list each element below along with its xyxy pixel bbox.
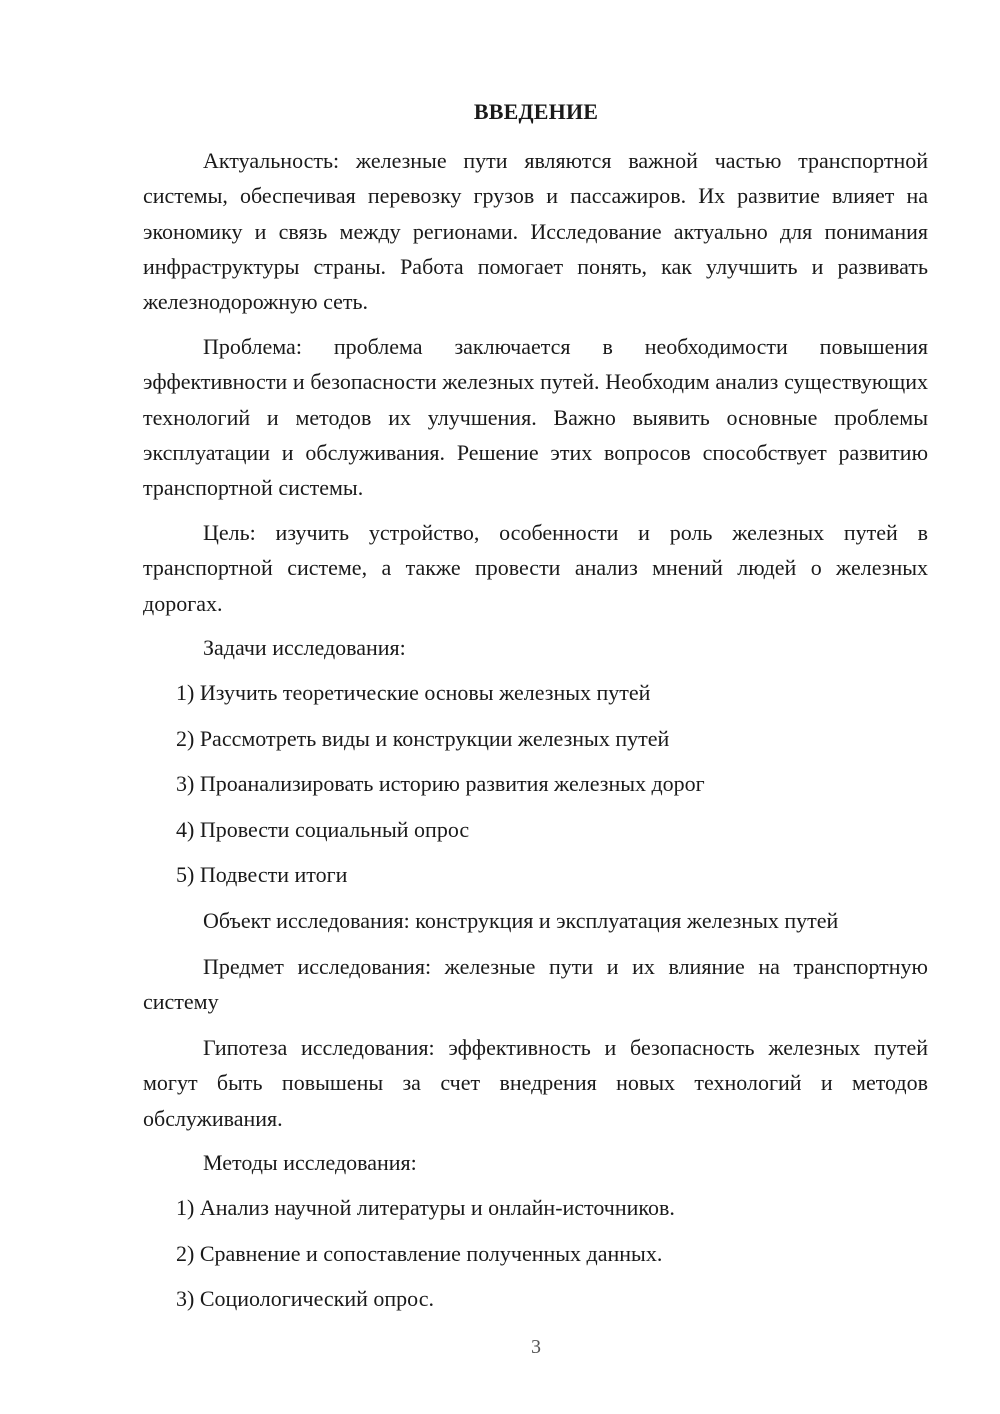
goal-paragraph: Цель: изучить устройство, особенности и роль железных путей в транспортной системе, а также провести анализ мнений людей о железных дорогах.	[143, 520, 928, 616]
task-item: 2) Рассмотреть виды и конструкции железных путей	[176, 726, 670, 751]
research-subject: Предмет исследования: железные пути и их влияние на транспортную систему	[143, 954, 928, 1015]
task-item: 1) Изучить теоретические основы железных путей	[176, 680, 651, 705]
method-item: 3) Социологический опрос.	[176, 1286, 434, 1311]
page-number: 3	[531, 1336, 541, 1358]
task-item: 4) Провести социальный опрос	[176, 817, 470, 842]
research-object: Объект исследования: конструкция и эксплуатация железных путей	[203, 908, 839, 933]
methods-heading: Методы исследования:	[203, 1150, 417, 1175]
method-item: 1) Анализ научной литературы и онлайн-источников.	[176, 1195, 675, 1220]
tasks-heading: Задачи исследования:	[203, 635, 406, 660]
research-hypothesis: Гипотеза исследования: эффективность и безопасность железных путей могут быть повышены за счет внедрения новых технологий и методов обслуживания.	[143, 1035, 928, 1131]
task-item: 3) Проанализировать историю развития железных дорог	[176, 771, 705, 796]
task-item: 5) Подвести итоги	[176, 862, 348, 887]
method-item: 2) Сравнение и сопоставление полученных данных.	[176, 1241, 663, 1266]
problem-paragraph: Проблема: проблема заключается в необходимости повышения эффективности и безопасности железных путей. Необходим анализ существующих технологий и методов их улучшения. Важно выявить основные проблемы эксплуатации и обслуживания. Решение этих вопросов способствует развитию транспортной системы.	[143, 334, 928, 501]
page-title: ВВЕДЕНИЕ	[473, 99, 599, 124]
relevance-paragraph: Актуальность: железные пути являются важной частью транспортной системы, обеспечивая перевозку грузов и пассажиров. Их развитие влияет на экономику и связь между регионами. Исследование актуально для понимания инфраструктуры страны. Работа помогает понять, как улучшить и развивать железнодорожную сеть.	[143, 148, 928, 315]
